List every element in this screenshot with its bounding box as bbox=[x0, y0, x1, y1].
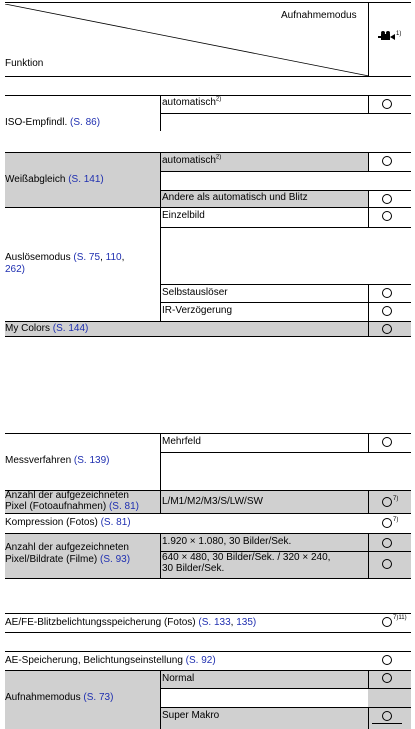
pixels-photo-label: Anzahl der aufgezeichneten Pixel (Fotoaufnahmen) (S. 81) bbox=[5, 490, 139, 512]
drive-selftimer-circle bbox=[382, 288, 392, 298]
drive-option-ir: IR-Verzögerung bbox=[162, 305, 233, 316]
drive-page-link-1[interactable]: (S. 75 bbox=[73, 252, 101, 263]
pixels-movie-option1: 1.920 × 1.080, 30 Bilder/Sek. bbox=[162, 536, 292, 547]
metering-option: Mehrfeld bbox=[162, 436, 201, 447]
iso-circle bbox=[382, 99, 392, 109]
compression-label: Kompression (Fotos) (S. 81) bbox=[5, 517, 131, 528]
aefe-circle bbox=[382, 617, 392, 627]
shooting-mode-gap bbox=[160, 688, 368, 707]
pixels-movie-circle2 bbox=[382, 559, 392, 569]
shooting-mode-option-supermacro: Super Makro bbox=[162, 710, 220, 721]
shooting-mode-page-link[interactable]: (S. 73) bbox=[83, 692, 114, 703]
ae-lock-circle bbox=[382, 655, 392, 665]
drive-page-link-3[interactable]: 262) bbox=[5, 264, 26, 275]
metering-label: Messverfahren (S. 139) bbox=[5, 455, 110, 466]
compression-page-link[interactable]: (S. 81) bbox=[100, 517, 131, 528]
wb-label: Weißabgleich (S. 141) bbox=[5, 174, 104, 185]
pixels-movie-circle1 bbox=[382, 538, 392, 548]
aefe-page-link-2[interactable]: 135) bbox=[236, 617, 257, 628]
mycolors-label: My Colors (S. 144) bbox=[5, 323, 89, 334]
header-function-label: Funktion bbox=[5, 58, 44, 69]
wb-other-circle bbox=[382, 194, 392, 204]
metering-page-link[interactable]: (S. 139) bbox=[73, 455, 110, 466]
drive-option-selftimer: Selbstauslöser bbox=[162, 287, 228, 298]
iso-page-link[interactable]: (S. 86) bbox=[70, 117, 101, 128]
movie-icon-sup: 1) bbox=[396, 31, 402, 37]
drive-page-link-2[interactable]: 110 bbox=[105, 252, 122, 263]
metering-circle bbox=[382, 437, 392, 447]
mycolors-circle bbox=[382, 324, 392, 334]
ae-lock-page-link[interactable]: (S. 92) bbox=[185, 655, 216, 666]
compression-circle bbox=[382, 518, 392, 528]
pixels-movie-option2: 640 × 480, 30 Bilder/Sek. / 320 × 240, 30 Bilder/Sek. bbox=[162, 552, 331, 574]
pixels-movie-page-link[interactable]: (S. 93) bbox=[100, 554, 131, 565]
iso-label: ISO-Empfindl. (S. 86) bbox=[5, 117, 101, 128]
wb-option-other: Andere als automatisch und Blitz bbox=[162, 192, 308, 203]
pixels-photo-page-link[interactable]: (S. 81) bbox=[108, 501, 139, 512]
shooting-mode-option-normal: Normal bbox=[162, 673, 195, 684]
aefe-label: AE/FE-Blitzbelichtungsspeicherung (Fotos) (S. 133, 135) bbox=[5, 617, 257, 628]
compression-sup: 7) bbox=[393, 517, 399, 523]
shooting-mode-label: Aufnahmemodus (S. 73) bbox=[5, 692, 114, 703]
drive-ir-circle bbox=[382, 306, 392, 316]
ae-lock-label: AE-Speicherung, Belichtungseinstellung (S. 92) bbox=[5, 655, 216, 666]
pixels-photo-sup: 7) bbox=[393, 496, 399, 502]
pixels-photo-option: L/M1/M2/M3/S/LW/SW bbox=[162, 496, 263, 507]
shooting-mode-supermacro-circle bbox=[382, 711, 392, 721]
mycolors-page-link[interactable]: (S. 144) bbox=[52, 323, 89, 334]
iso-option-auto: automatisch$^{2)}$ bbox=[162, 96, 222, 108]
pixels-photo-circle bbox=[382, 497, 392, 507]
aefe-page-link-1[interactable]: (S. 133 bbox=[198, 617, 231, 628]
aefe-sup: 7)11) bbox=[393, 615, 407, 621]
drive-label: Auslösemodus (S. 75, 110, 262) bbox=[5, 252, 125, 275]
wb-page-link[interactable]: (S. 141) bbox=[68, 174, 104, 185]
wb-option-auto: automatisch$^{2)}$ bbox=[162, 154, 222, 166]
drive-single-circle bbox=[382, 211, 392, 221]
wb-auto-circle bbox=[382, 156, 392, 166]
pixels-movie-label: Anzahl der aufgezeichneten Pixel/Bildrate (Filme) (S. 93) bbox=[5, 542, 131, 565]
shooting-mode-normal-circle bbox=[382, 673, 392, 683]
drive-option-single: Einzelbild bbox=[162, 210, 205, 221]
header-mode-label: Aufnahmemodus bbox=[281, 10, 357, 21]
